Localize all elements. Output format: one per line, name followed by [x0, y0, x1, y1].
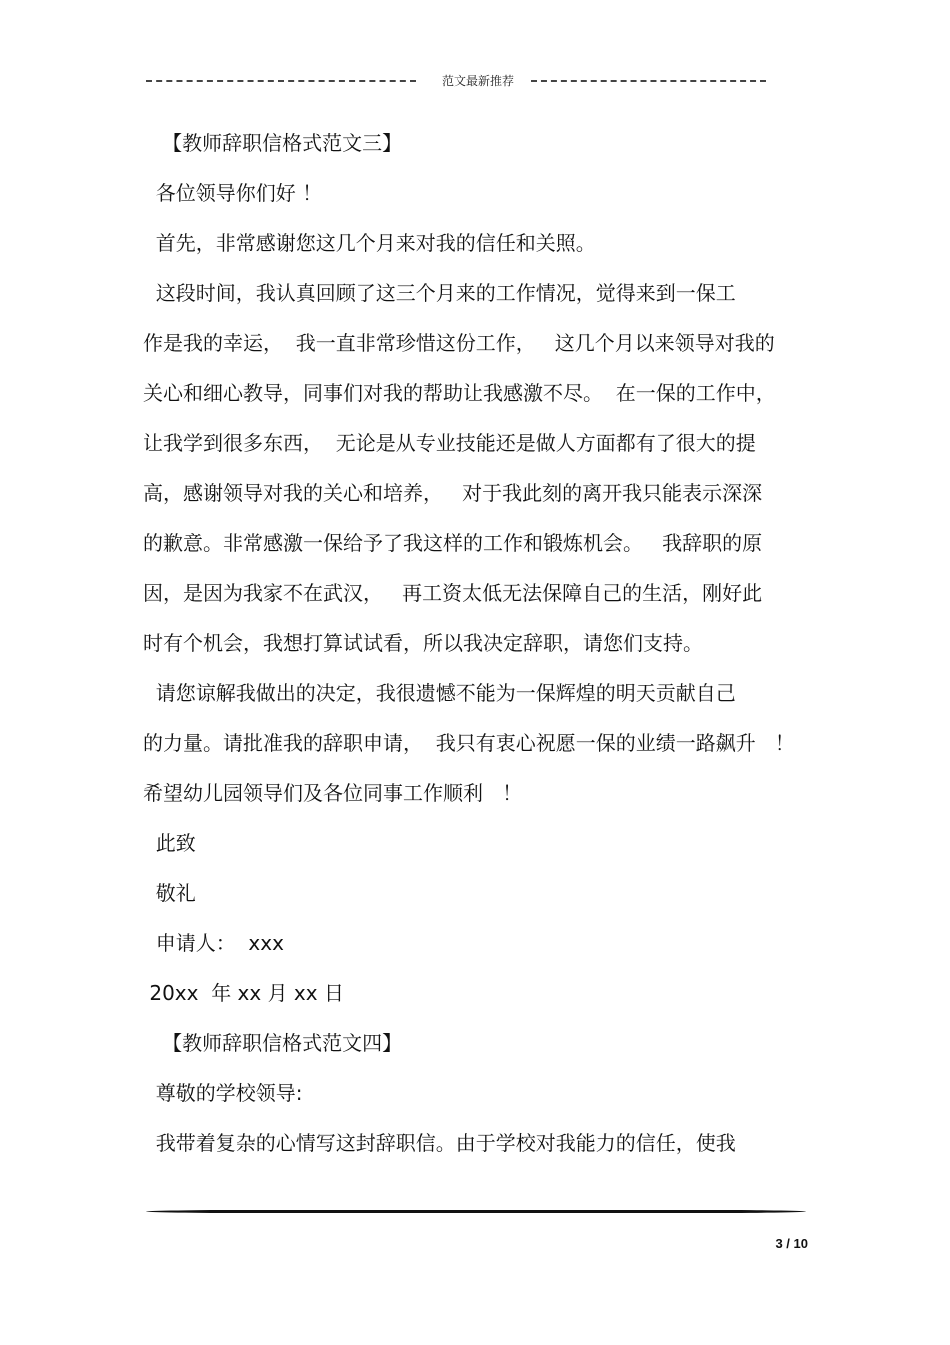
text-line: 我带着复杂的心情写这封辞职信。由于学校对我能力的信任，使我	[143, 1131, 736, 1155]
closing-line: 敬礼	[143, 881, 196, 905]
text-line: 请您谅解我做出的决定，我很遗憾不能为一保辉煌的明天贡献自己	[143, 681, 736, 705]
header-title: 范文最新推荐	[442, 74, 515, 88]
text-line: 关心和细心教导，同事们对我的帮助让我感激不尽。 在一保的工作中，	[143, 381, 776, 405]
text-line: 高，感谢领导对我的关心和培养， 对于我此刻的离开我只能表示深深	[143, 481, 763, 505]
text-line: 时有个机会，我想打算试试看，所以我决定辞职，请您们支持。	[143, 631, 703, 655]
footer-rule	[146, 1209, 806, 1214]
text-line: 作是我的幸运， 我一直非常珍惜这份工作， 这几个月以来领导对我的	[143, 331, 775, 355]
text-line: 的歉意。非常感激一保给予了我这样的工作和锻炼机会。 我辞职的原	[143, 531, 763, 555]
page-number: 3 / 10	[775, 1236, 808, 1251]
header-dashed-rule-right	[531, 80, 766, 82]
text-line: 这段时间，我认真回顾了这三个月来的工作情况，觉得来到一保工	[143, 281, 736, 305]
header-dashed-rule-left	[146, 80, 416, 82]
text-line: 因，是因为我家不在武汉， 再工资太低无法保障自己的生活，刚好此	[143, 581, 763, 605]
page-header	[146, 72, 766, 92]
text-line: 希望幼儿园领导们及各位同事工作顺利 ！	[143, 781, 523, 805]
date-line: 20xx 年 xx 月 xx 日	[143, 981, 344, 1005]
salutation: 尊敬的学校领导:	[143, 1081, 303, 1105]
salutation: 各位领导你们好 ！	[143, 181, 323, 205]
text-line: 的力量。请批准我的辞职申请， 我只有衷心祝愿一保的业绩一路飙升 ！	[143, 731, 795, 755]
closing-line: 此致	[143, 831, 196, 855]
text-line: 首先，非常感谢您这几个月来对我的信任和关照。	[143, 231, 596, 255]
applicant-line: 申请人： xxx	[143, 931, 284, 955]
section-heading: 【教师辞职信格式范文四】	[143, 1031, 403, 1055]
section-heading: 【教师辞职信格式范文三】	[143, 131, 403, 155]
text-line: 让我学到很多东西， 无论是从专业技能还是做人方面都有了很大的提	[143, 431, 756, 455]
